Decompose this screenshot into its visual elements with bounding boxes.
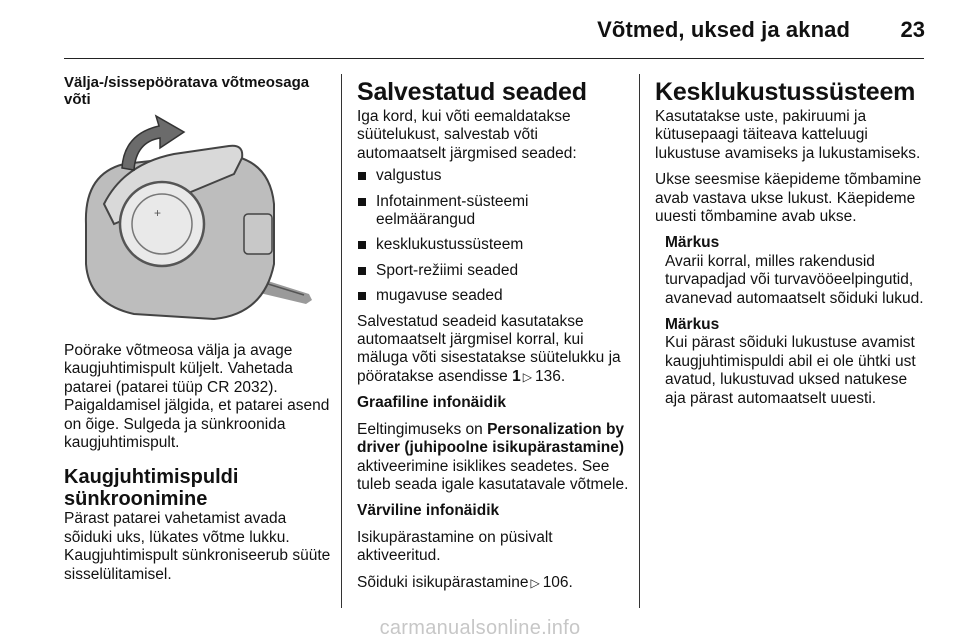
- list-item: valgustus: [357, 167, 629, 185]
- key-fob-battery-icon: [64, 114, 332, 326]
- column-middle: [357, 74, 629, 600]
- column-divider-2: [639, 74, 640, 608]
- key-fob-battery-illustration: [64, 114, 332, 326]
- column-right: [655, 74, 930, 416]
- central-locking-intro: Kasutatakse uste, pakiruumi ja kütusepaagi täiteava katteluugi lukustuse avamiseks ja lukustamiseks.: [655, 108, 921, 162]
- header-rule: [64, 58, 924, 59]
- column-left: [64, 74, 332, 592]
- central-locking-heading: Kesklukustussüsteem: [655, 78, 916, 106]
- note-box: [665, 234, 930, 308]
- svg-text:+: +: [154, 206, 162, 220]
- page-reference-link[interactable]: ▷ 106.: [528, 574, 572, 591]
- graphic-display-text: Eeltingimuseks on Personalization by driver (juhipoolne isikupärastamine) aktiveerimine isiklikes seadetes. See tuleb seada igale kasutatavale võtmele.: [357, 420, 629, 493]
- column-divider-1: [341, 74, 342, 608]
- saved-settings-list: [357, 167, 629, 305]
- page-reference-link[interactable]: ▷ 136.: [521, 368, 565, 385]
- section-subheading: Välja-/sissepööratava võtmeosaga võti: [64, 74, 310, 108]
- battery-instructions: Poörake võtmeosa välja ja avage kaugjuhtimispult küljelt. Vahetada patarei (patarei tüüp CR 2032). Paigaldamisel jälgida, et patarei asend on õige. Sulgeda ja sünkroonida kaugjuhtimispult.: [64, 342, 330, 452]
- note-text: Kui pärast sõiduki lukustuse avamist kaugjuhtimispuldi abil ei ole ühtki ust avatud, lukustuvad uksed natukese aja pärast automaatselt uuesti.: [665, 334, 916, 407]
- ignition-position: 1: [512, 367, 521, 385]
- saved-settings-heading: Salvestatud seaded: [357, 78, 587, 106]
- note-box: [665, 316, 930, 408]
- list-item: kesklukustussüsteem: [357, 236, 629, 254]
- list-item: Infotainment-süsteemi eelmäärangud: [357, 193, 629, 230]
- personalization-ref-text: Sõiduki isikupärastamine▷ 106.: [357, 574, 629, 592]
- sync-instructions: Pärast patarei vahetamist avada sõiduki uks, lükates võtme lukku. Kaugjuhtimispult sünkroniseerub süüte sisselülitamisel.: [64, 510, 331, 583]
- list-item: mugavuse seaded: [357, 287, 629, 305]
- color-display-subheading: Värviline infonäidik: [357, 502, 500, 520]
- page-header-title: Võtmed, uksed ja aknad: [597, 17, 850, 42]
- note-title: Märkus: [665, 234, 720, 252]
- watermark: carmanualsonline.info: [379, 617, 581, 639]
- page-number: 23: [900, 17, 925, 42]
- note-text: Avarii korral, milles rakendusid turvapadjad või turvavööeelpingutid, avanevad automaatselt sõiduki lukud.: [665, 252, 924, 307]
- restore-settings-text: Salvestatud seadeid kasutatakse automaatselt järgmisel korral, kui mäluga võti sisestatakse süütelukku ja pööratakse asendisse 1▷ 136.: [357, 313, 629, 387]
- list-item: Sport-režiimi seaded: [357, 262, 629, 280]
- graphic-display-subheading: Graafiline infonäidik: [357, 394, 506, 412]
- note-title: Märkus: [665, 316, 720, 334]
- sync-heading: Kaugjuhtimispuldi sünkroonimine: [64, 466, 239, 511]
- saved-settings-intro: Iga kord, kui võti eemaldatakse süütelukust, salvestab võti automaatselt järgmised seaded:: [357, 108, 577, 162]
- door-handle-text: Ukse seesmise käepideme tõmbamine avab vastava ukse lukust. Käepideme uuesti tõmbamine avab ukse.: [655, 171, 922, 226]
- color-display-text: Isikupärastamine on püsivalt aktiveeritud.: [357, 528, 553, 565]
